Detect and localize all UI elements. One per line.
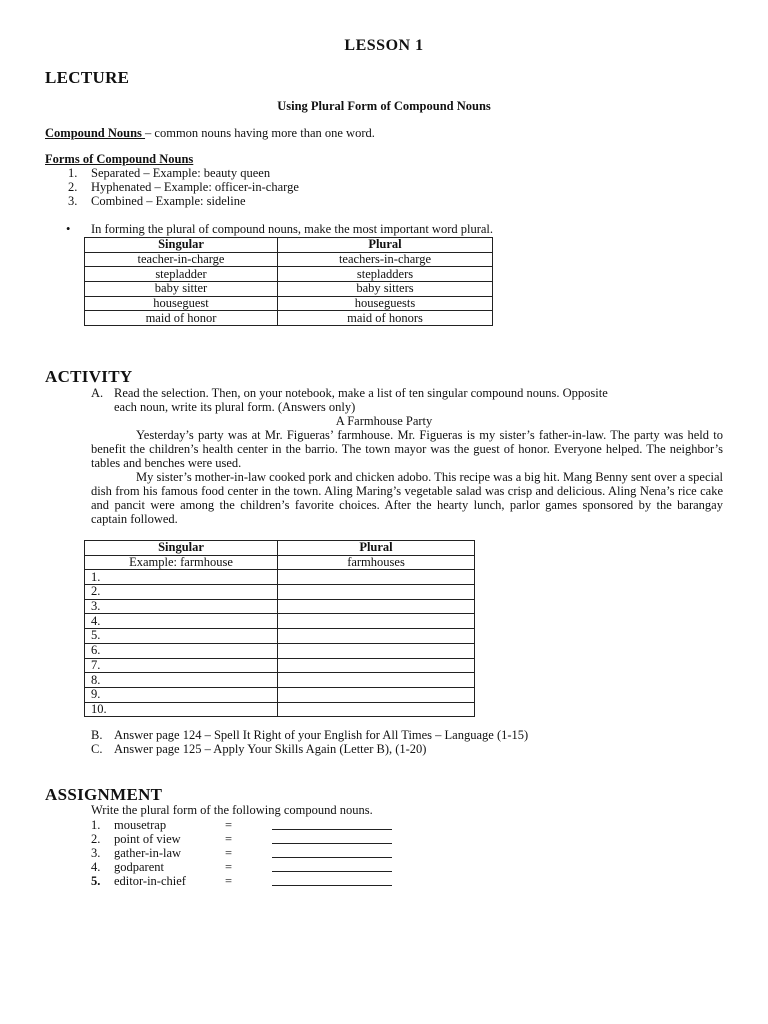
equals-sign: = [225,818,233,832]
activity-b-text: Answer page 124 – Spell It Right of your English for All Times – Language (1-15) [114,728,529,742]
form-item: 3. [68,194,78,208]
table-row [85,267,493,282]
table-cell: houseguests [278,296,493,311]
activity-b-label: B. [91,728,103,742]
table-header: Plural [278,238,493,253]
table-header: Singular [85,541,278,556]
table-cell: stepladder [85,267,278,282]
table-cell: maid of honors [278,311,493,326]
answer-cell [278,570,475,585]
table-cell: farmhouses [278,555,475,570]
form-item: 2. [68,180,78,194]
answer-cell [278,658,475,673]
answer-cell [278,702,475,717]
assignment-word: godparent [114,860,164,874]
table-cell: maid of honor [85,311,278,326]
lecture-heading: LECTURE [45,68,130,87]
table-row [85,296,493,311]
table-header-row [85,238,493,253]
table-cell: 7. [85,658,278,673]
table-row [85,555,475,570]
table-row [85,311,493,326]
answer-blank[interactable] [272,847,392,862]
table-row [85,585,475,600]
story-title: A Farmhouse Party [335,414,433,428]
forms-heading: Forms of Compound Nouns [45,152,194,166]
table-cell: 2. [85,585,278,600]
assignment-num: 2. [91,832,101,846]
table-cell: 9. [85,687,278,702]
activity-a-line1: Read the selection. Then, on your notebook, make a list of ten singular compound nouns. Opposite [114,386,608,400]
assignment-word: gather-in-law [114,846,182,860]
activity-heading: ACTIVITY [45,367,133,386]
table-row [85,673,475,688]
table-row [85,599,475,614]
table-cell: 3. [85,599,278,614]
table-cell: 8. [85,673,278,688]
activity-table [84,540,475,717]
lecture-table [84,237,493,326]
answer-cell [278,629,475,644]
table-cell: 4. [85,614,278,629]
answer-blank[interactable] [272,875,392,890]
answer-blank[interactable] [272,861,392,876]
table-row [85,658,475,673]
form-item-text: Combined – Example: sideline [91,194,246,208]
answer-blank[interactable] [272,819,392,834]
table-row [85,252,493,267]
table-cell: 1. [85,570,278,585]
table-cell: teachers-in-charge [278,252,493,267]
table-cell: stepladders [278,267,493,282]
bullet-icon: • [66,222,71,236]
assignment-num: 4. [91,860,101,874]
story-paragraph-1: Yesterday’s party was at Mr. Figueras’ farmhouse. Mr. Figueras is my sister’s father-in-law. The party was held to benefit the children’s health center in the barrio. The town mayor was the guest of honor. Everyone helped. The neighbor’s tables and benches were used. [91,428,723,471]
assignment-num: 5. [91,874,101,888]
equals-sign: = [225,846,233,860]
answer-blank[interactable] [272,833,392,848]
assignment-num: 3. [91,846,101,860]
answer-cell [278,599,475,614]
answer-cell [278,673,475,688]
table-cell: teacher-in-charge [85,252,278,267]
table-row [85,629,475,644]
form-item-text: Hyphenated – Example: officer-in-charge [91,180,299,194]
answer-cell [278,614,475,629]
table-header: Singular [85,238,278,253]
definition-text: – common nouns having more than one word. [145,126,375,140]
equals-sign: = [225,860,233,874]
form-item: 1. [68,166,78,180]
lesson-title: LESSON 1 [344,37,424,54]
table-cell: 6. [85,643,278,658]
definition-term: Compound Nouns [45,126,146,140]
activity-a-line2: each noun, write its plural form. (Answers only) [114,400,356,414]
assignment-instruction: Write the plural form of the following compound nouns. [91,803,373,817]
assignment-word: mousetrap [114,818,167,832]
lecture-subtitle: Using Plural Form of Compound Nouns [277,99,491,113]
form-item-text: Separated – Example: beauty queen [91,166,271,180]
answer-cell [278,643,475,658]
assignment-num: 1. [91,818,101,832]
assignment-word: editor-in-chief [114,874,186,888]
table-cell: 5. [85,629,278,644]
table-cell: Example: farmhouse [85,555,278,570]
table-row [85,687,475,702]
equals-sign: = [225,832,233,846]
equals-sign: = [225,874,233,888]
table-row [85,614,475,629]
table-cell: baby sitters [278,282,493,297]
story-paragraph-2: My sister’s mother-in-law cooked pork and chicken adobo. This recipe was a big hit. Mang Benny sent over a special dish from his famous food center in the town. Aling Maring’s vegetable salad was crisp and delicious. Aling Nena’s rice cake and pancit were among the children’s favorite choices. After the hearty lunch, parlor games sponsored by the barangay captain followed. [91,470,723,527]
table-row [85,282,493,297]
activity-c-text: Answer page 125 – Apply Your Skills Again (Letter B), (1-20) [114,742,427,756]
table-header-row [85,541,475,556]
table-cell: houseguest [85,296,278,311]
definition [45,126,375,140]
activity-a-label: A. [91,386,104,400]
table-row [85,570,475,585]
answer-cell [278,585,475,600]
table-header: Plural [278,541,475,556]
table-cell: 10. [85,702,278,717]
assignment-word: point of view [114,832,181,846]
activity-c-label: C. [91,742,103,756]
table-cell: baby sitter [85,282,278,297]
table-row [85,643,475,658]
assignment-heading: ASSIGNMENT [45,785,163,804]
answer-cell [278,687,475,702]
bullet-text: In forming the plural of compound nouns, make the most important word plural. [91,222,494,236]
table-row [85,702,475,717]
